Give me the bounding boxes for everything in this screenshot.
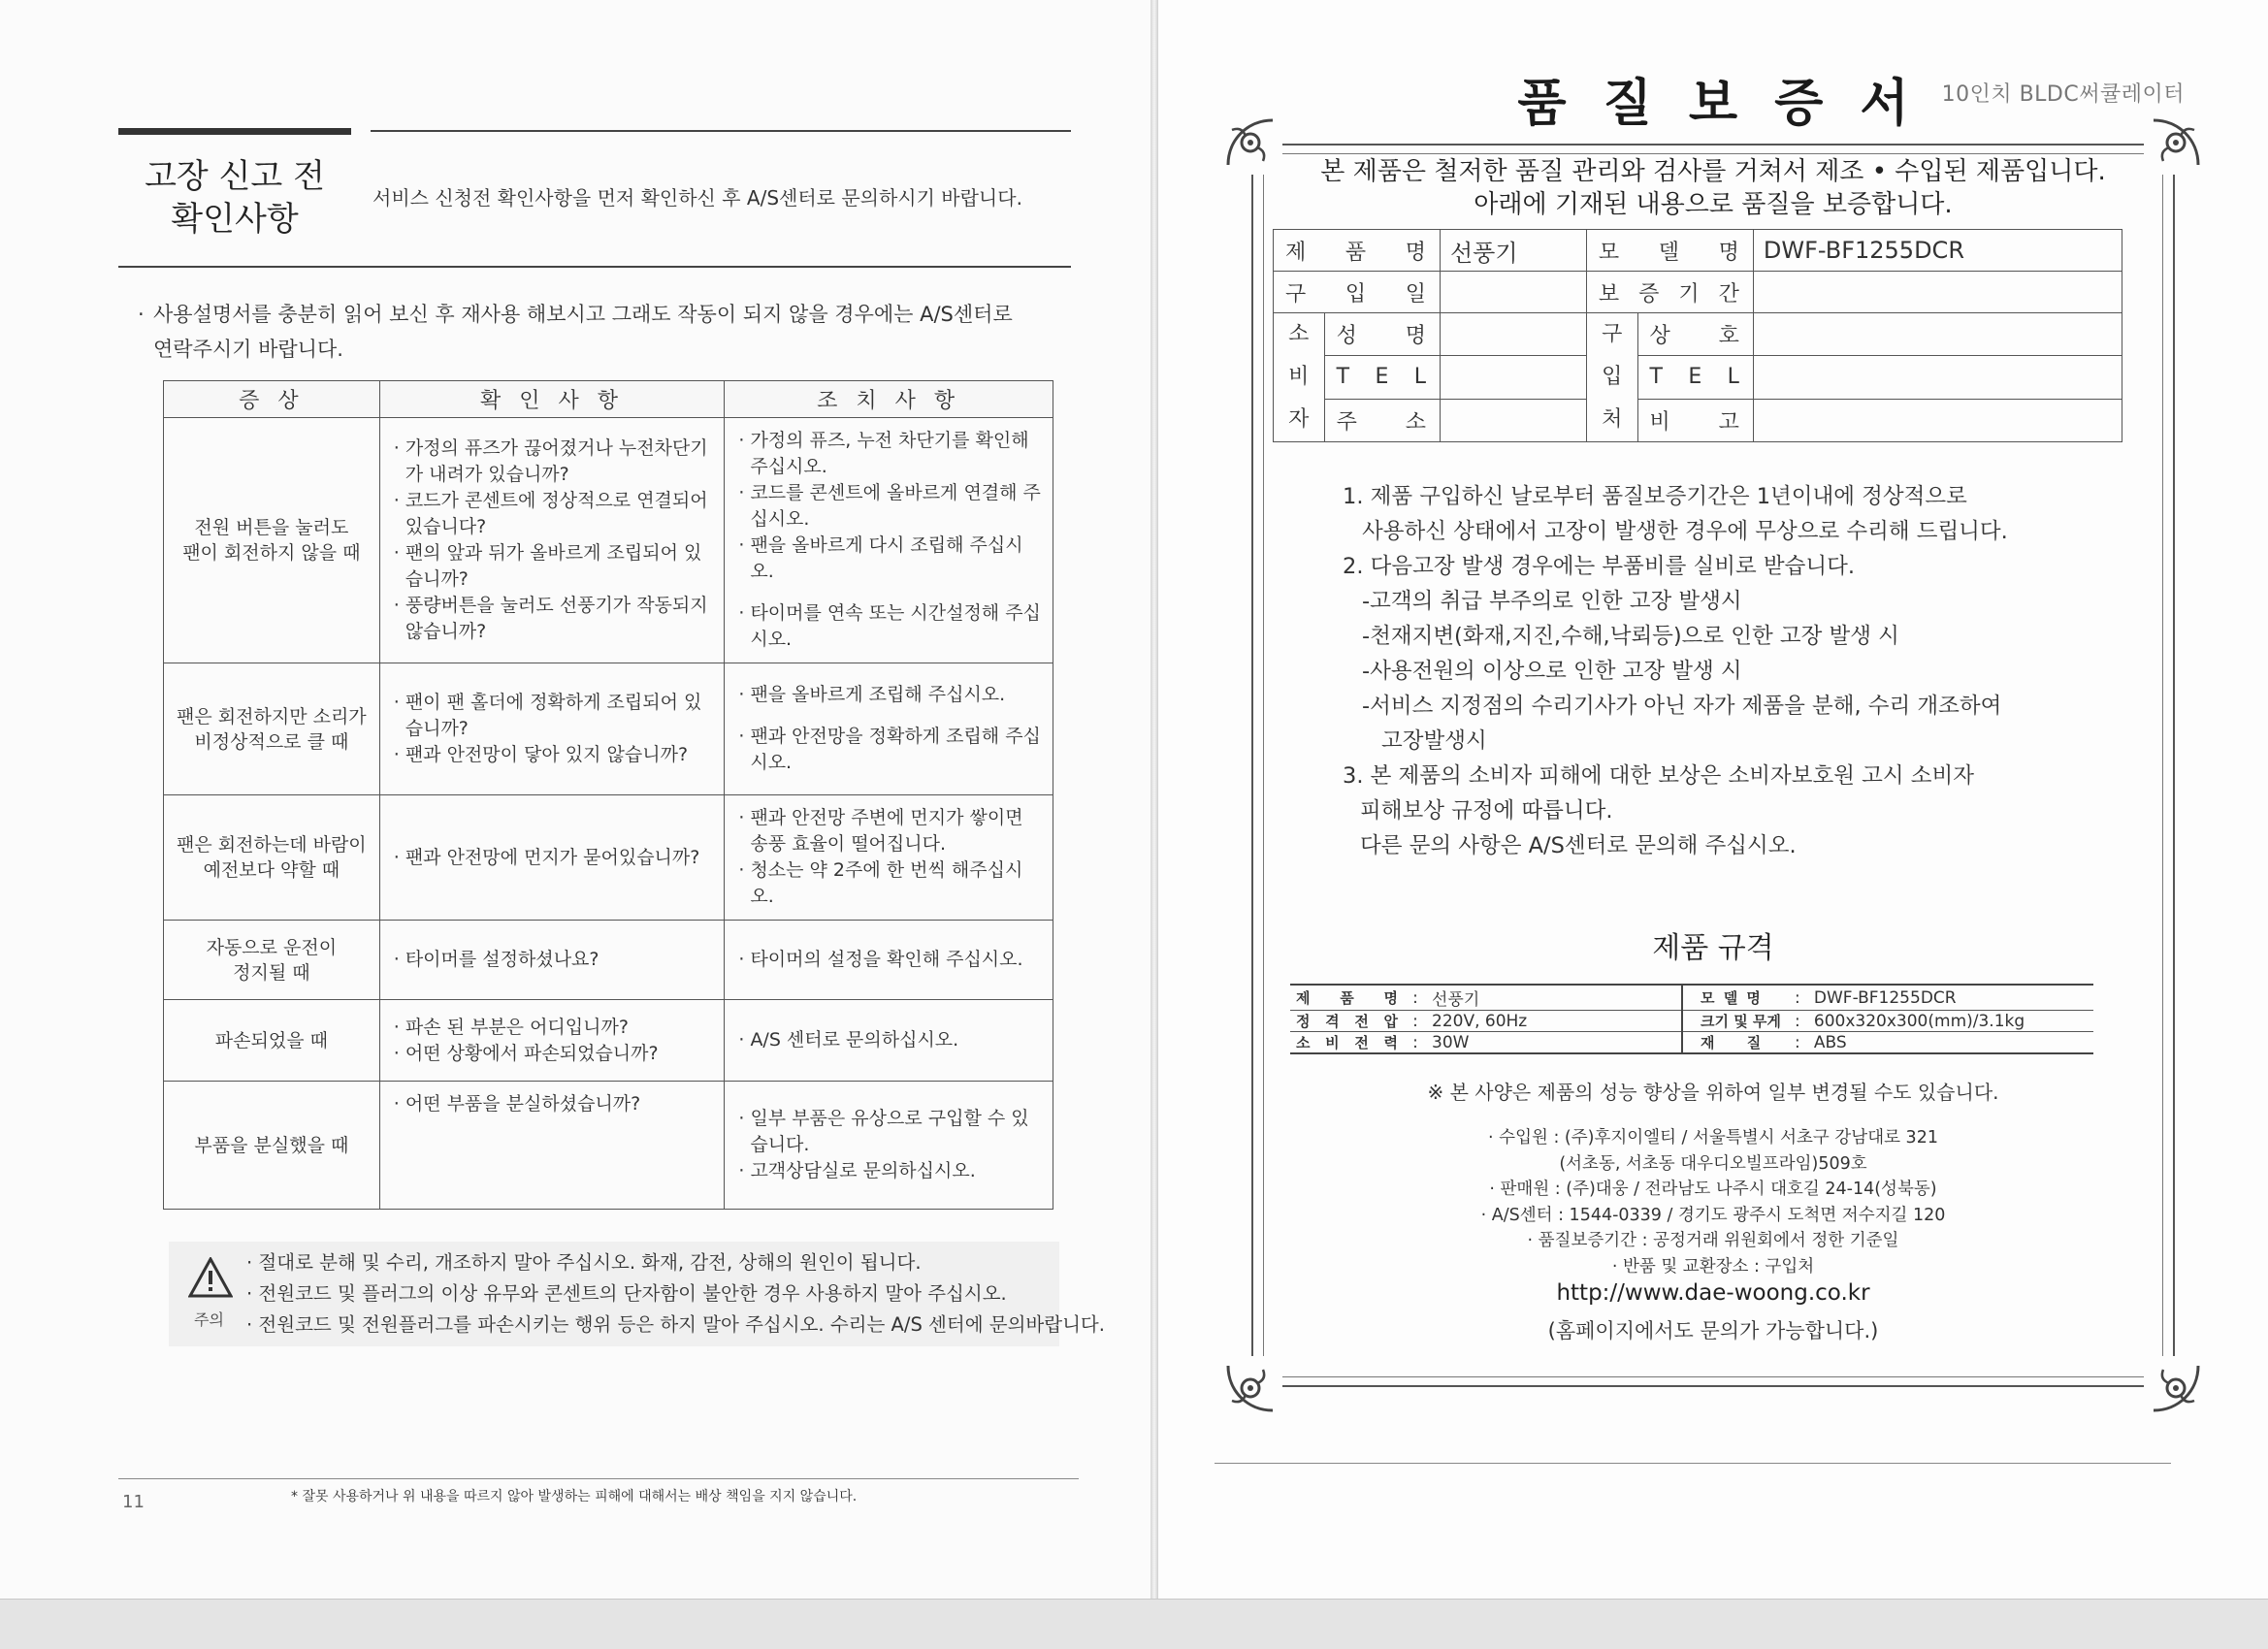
- ornament-corner-icon: [2144, 1356, 2208, 1420]
- symptom-cell: [164, 663, 380, 795]
- list-item: · 팬과 안전망 주변에 먼지가 쌓이면 송풍 효율이 떨어집니다.: [738, 805, 1043, 857]
- term-line: 다른 문의 사항은 A/S센터로 문의해 주십시오.: [1360, 833, 1797, 858]
- term-line: 2. 다음고장 발생 경우에는 부품비를 실비로 받습니다.: [1343, 554, 1855, 579]
- warranty-period-value[interactable]: [1753, 272, 2122, 313]
- as-center-line: · A/S센터 : 1544-0339 / 경기도 광주시 도척면 저수지길 120: [1251, 1203, 2175, 1229]
- action-cell: [725, 1082, 1053, 1210]
- seller-note-value[interactable]: [1753, 399, 2122, 441]
- certificate-title: 품질보증서: [1517, 75, 1946, 133]
- list-item: · 팬을 올바르게 조립해 주십시오.: [738, 682, 1043, 708]
- symptom-text: 팬이 회전하지 않을 때: [182, 542, 361, 564]
- section-title-line1: 고장 신고 전: [145, 157, 325, 196]
- consumer-name-label: 성 명: [1324, 313, 1440, 356]
- action-cell: [725, 921, 1053, 1000]
- check-cell: [379, 921, 725, 1000]
- intro-line2: 아래에 기재된 내용으로 품질을 보증합니다.: [1474, 190, 1953, 219]
- spec-material-value: ABS: [1808, 1032, 2093, 1054]
- consumer-label: 소비자: [1274, 313, 1325, 442]
- list-item: · 어떤 상황에서 파손되었습니까?: [394, 1041, 715, 1067]
- spec-voltage-value: 220V, 60Hz: [1426, 1011, 1682, 1032]
- table-row: [164, 921, 1053, 1000]
- term-line: -사용전원의 이상으로 인한 고장 발생 시: [1362, 659, 1742, 684]
- importer-line: · 수입원 : (주)후지이엘티 / 서울특별시 서초구 강남대로 321: [1251, 1125, 2175, 1151]
- consumer-tel-value[interactable]: [1441, 356, 1587, 399]
- purchase-date-value[interactable]: [1441, 272, 1587, 313]
- table-row: [1274, 399, 2122, 441]
- section-title: [118, 155, 351, 241]
- list-item: · 일부 부품은 유상으로 구입할 수 있습니다.: [738, 1106, 1043, 1158]
- product-name-header: 10인치 BLDC써큘레이터: [1941, 82, 2185, 107]
- list-item: · 어떤 부품을 분실하셨습니까?: [394, 1091, 715, 1117]
- spec-size-label: 크기 및 무게: [1682, 1011, 1787, 1032]
- consumer-address-value[interactable]: [1441, 399, 1587, 441]
- warranty-terms: [1343, 479, 2119, 863]
- intro-text: [138, 297, 1065, 367]
- warning-triangle-icon: [188, 1257, 233, 1298]
- action-cell: [725, 663, 1053, 795]
- section-title-line2: 확인사항: [171, 200, 299, 239]
- spec-model-value: DWF-BF1255DCR: [1808, 985, 2093, 1011]
- contact-info: [1251, 1125, 2175, 1279]
- list-item: · 파손 된 부분은 어디입니까?: [394, 1015, 715, 1041]
- table-row: [164, 1082, 1053, 1210]
- troubleshooting-table: [163, 380, 1053, 1210]
- spec-size-value: 600x320x300(mm)/3.1kg: [1808, 1011, 2093, 1032]
- list-item: · 가정의 퓨즈가 끊어졌거나 누전차단기가 내려가 있습니까?: [394, 436, 715, 488]
- table-row: [164, 1000, 1053, 1082]
- table-row: [164, 663, 1053, 795]
- term-line: 피해보상 규정에 따릅니다.: [1360, 798, 1613, 824]
- consumer-name-value[interactable]: [1441, 313, 1587, 356]
- spec-colon: :: [1405, 1032, 1426, 1054]
- seller-line: · 판매원 : (주)대웅 / 전라남도 나주시 대호길 24-14(성북동): [1251, 1177, 2175, 1203]
- list-item: · 팬의 앞과 뒤가 올바르게 조립되어 있습니까?: [394, 540, 715, 593]
- header-symptom: 증 상: [164, 381, 380, 418]
- warranty-table: [1273, 229, 2122, 442]
- product-value: 선풍기: [1441, 230, 1587, 272]
- table-row: [1274, 313, 2122, 356]
- list-item: · 절대로 분해 및 수리, 개조하지 말아 주십시오. 화재, 감전, 상해의 원인이 됩니다.: [246, 1247, 1105, 1278]
- check-cell: [379, 1082, 725, 1210]
- spec-model-label: 모 델 명: [1682, 985, 1787, 1011]
- list-item: · 팬과 안전망이 닿아 있지 않습니까?: [394, 742, 715, 768]
- action-cell: [725, 1000, 1053, 1082]
- warranty-period-label: 보 증 기 간: [1586, 272, 1753, 313]
- spec-colon: :: [1787, 1011, 1808, 1032]
- term-line: 고장발생시: [1381, 728, 1487, 754]
- symptom-text: 자동으로 운전이: [206, 936, 338, 958]
- list-item: · 코드를 콘센트에 올바르게 연결해 주십시오.: [738, 480, 1043, 533]
- bullet-dot: ·: [138, 303, 145, 326]
- symptom-cell: [164, 795, 380, 921]
- seller-note-label: 비 고: [1637, 399, 1753, 441]
- seller-name-label: 상 호: [1637, 313, 1753, 356]
- header-rule-thick: [118, 128, 351, 135]
- consumer-address-label: 주 소: [1324, 399, 1440, 441]
- footer-rule: [118, 1478, 1079, 1479]
- symptom-text: 파손되었을 때: [214, 1029, 328, 1051]
- list-item: · 팬을 올바르게 다시 조립해 주십시오.: [738, 533, 1043, 585]
- spec-product-label: 제 품 명: [1290, 985, 1405, 1011]
- spec-power-value: 30W: [1426, 1032, 1682, 1054]
- table-row: [1274, 356, 2122, 399]
- footnote: * 잘못 사용하거나 위 내용을 따르지 않아 발생하는 피해에 대해서는 배상 책임을 지지 않습니다.: [291, 1489, 858, 1504]
- spec-voltage-label: 정 격 전 압: [1290, 1011, 1405, 1032]
- symptom-text: 팬은 회전하지만 소리가: [177, 705, 367, 728]
- symptom-text: 팬은 회전하는데 바람이: [177, 834, 367, 856]
- list-item: · 타이머의 설정을 확인해 주십시오.: [738, 947, 1043, 973]
- spec-colon: :: [1405, 1011, 1426, 1032]
- check-cell: [379, 663, 725, 795]
- spec-product-value: 선풍기: [1426, 985, 1682, 1011]
- seller-name-value[interactable]: [1753, 313, 2122, 356]
- certificate-intro: [1261, 155, 2165, 221]
- symptom-text: 부품을 분실했을 때: [194, 1134, 349, 1156]
- list-item: · 팬과 안전망을 정확하게 조립해 주십시오.: [738, 724, 1043, 776]
- seller-tel-value[interactable]: [1753, 356, 2122, 399]
- list-item: · 가정의 퓨즈, 누전 차단기를 확인해 주십시오.: [738, 428, 1043, 480]
- homepage-url: http://www.dae-woong.co.kr: [1556, 1280, 1870, 1306]
- list-item: · 풍량버튼을 눌러도 선풍기가 작동되지 않습니까?: [394, 593, 715, 645]
- seller-label: 구입처: [1586, 313, 1637, 442]
- list-item: · 타이머를 연속 또는 시간설정해 주십시오.: [738, 600, 1043, 653]
- table-header-row: [164, 381, 1053, 418]
- list-item: · 고객상담실로 문의하십시오.: [738, 1158, 1043, 1184]
- warning-label: 주의: [194, 1310, 224, 1329]
- consumer-tel-label: T E L: [1324, 356, 1440, 399]
- table-row: [1290, 985, 2093, 1011]
- list-item: · 전원코드 및 플러그의 이상 유무와 콘센트의 단자함이 불안한 경우 사용하지 말아 주십시오.: [246, 1278, 1105, 1310]
- exchange-line: · 반품 및 교환장소 : 구입처: [1251, 1254, 2175, 1280]
- header-check: 확 인 사 항: [379, 381, 725, 418]
- header-rule-thin: [371, 130, 1071, 132]
- footer-rule: [1215, 1463, 2171, 1464]
- spec-table: [1290, 984, 2093, 1054]
- spec-note: ※ 본 사양은 제품의 성능 향상을 위하여 일부 변경될 수도 있습니다.: [1427, 1081, 1999, 1104]
- symptom-cell: [164, 921, 380, 1000]
- spec-colon: :: [1405, 985, 1426, 1011]
- warranty-period-line: · 품질보증기간 : 공정거래 위원회에서 정한 기준일: [1251, 1228, 2175, 1254]
- term-line: -고객의 취급 부주의로 인한 고장 발생시: [1362, 589, 1742, 614]
- list-item: · 청소는 약 2주에 한 번씩 해주십시오.: [738, 857, 1043, 910]
- book-spine: [1150, 0, 1158, 1649]
- spec-title: 제품 규격: [1652, 931, 1774, 965]
- table-row: [1274, 230, 2122, 272]
- symptom-text: 비정상적으로 클 때: [194, 730, 349, 753]
- product-label: 제 품 명: [1274, 230, 1441, 272]
- list-item: · A/S 센터로 문의하십시오.: [738, 1027, 1043, 1053]
- symptom-text: 정지될 때: [233, 961, 310, 984]
- section-rule: [118, 266, 1071, 268]
- list-item: · 전원코드 및 전원플러그를 파손시키는 행위 등은 하지 말아 주십시오. 수리는 A/S 센터에 문의바랍니다.: [246, 1310, 1105, 1341]
- symptom-cell: [164, 418, 380, 663]
- scan-bottom-edge: [0, 1599, 2268, 1649]
- check-cell: [379, 795, 725, 921]
- purchase-date-label: 구 입 일: [1274, 272, 1441, 313]
- model-label: 모 델 명: [1586, 230, 1753, 272]
- check-cell: [379, 1000, 725, 1082]
- symptom-text: 전원 버튼을 눌러도: [194, 517, 349, 538]
- warning-list: [246, 1247, 1105, 1341]
- spec-colon: :: [1787, 1032, 1808, 1054]
- term-line: -서비스 지정점의 수리기사가 아닌 자가 제품을 분해, 수리 개조하여: [1362, 694, 2002, 719]
- homepage-note: (홈페이지에서도 문의가 가능합니다.): [1547, 1319, 1879, 1342]
- model-value: DWF-BF1255DCR: [1753, 230, 2122, 272]
- list-item: · 팬이 팬 홀더에 정확하게 조립되어 있습니까?: [394, 690, 715, 742]
- term-line: -천재지변(화재,지진,수해,낙뢰등)으로 인한 고장 발생 시: [1362, 624, 1899, 649]
- check-cell: [379, 418, 725, 663]
- symptom-cell: [164, 1000, 380, 1082]
- symptom-cell: [164, 1082, 380, 1210]
- ornament-corner-icon: [1218, 1356, 1282, 1420]
- spec-colon: :: [1787, 985, 1808, 1011]
- list-item: · 팬과 안전망에 먼지가 묻어있습니까?: [394, 845, 715, 871]
- intro-line1: 본 제품은 철저한 품질 관리와 검사를 거쳐서 제조 • 수입된 제품입니다.: [1320, 157, 2106, 186]
- term-line: 3. 본 제품의 소비자 피해에 대한 보상은 소비자보호원 고시 소비자: [1343, 763, 1974, 789]
- intro-line2: 연락주시기 바랍니다.: [153, 338, 343, 361]
- list-item: · 타이머를 설정하셨나요?: [394, 947, 715, 973]
- table-row: [164, 418, 1053, 663]
- table-row: [1290, 1011, 2093, 1032]
- section-subtitle: 서비스 신청전 확인사항을 먼저 확인하신 후 A/S센터로 문의하시기 바랍니다.: [373, 186, 1022, 210]
- symptom-text: 예전보다 약할 때: [203, 859, 340, 881]
- intro-line1: 사용설명서를 충분히 읽어 보신 후 재사용 해보시고 그래도 작동이 되지 않을 경우에는 A/S센터로: [153, 303, 1013, 326]
- table-row: [1290, 1032, 2093, 1054]
- table-row: [164, 795, 1053, 921]
- table-row: [1274, 272, 2122, 313]
- spec-power-label: 소 비 전 력: [1290, 1032, 1405, 1054]
- importer-address-line: (서초동, 서초동 대우디오빌프라임)509호: [1559, 1153, 1867, 1174]
- seller-tel-label: T E L: [1637, 356, 1753, 399]
- page-number: 11: [122, 1492, 145, 1512]
- term-line: 사용하신 상태에서 고장이 발생한 경우에 무상으로 수리해 드립니다.: [1362, 519, 2008, 544]
- header-action: 조 치 사 항: [725, 381, 1053, 418]
- spec-material-label: 재 질: [1682, 1032, 1787, 1054]
- action-cell: [725, 795, 1053, 921]
- list-item: · 코드가 콘센트에 정상적으로 연결되어 있습니다?: [394, 488, 715, 540]
- action-cell: [725, 418, 1053, 663]
- term-line: 1. 제품 구입하신 날로부터 품질보증기간은 1년이내에 정상적으로: [1343, 484, 1967, 509]
